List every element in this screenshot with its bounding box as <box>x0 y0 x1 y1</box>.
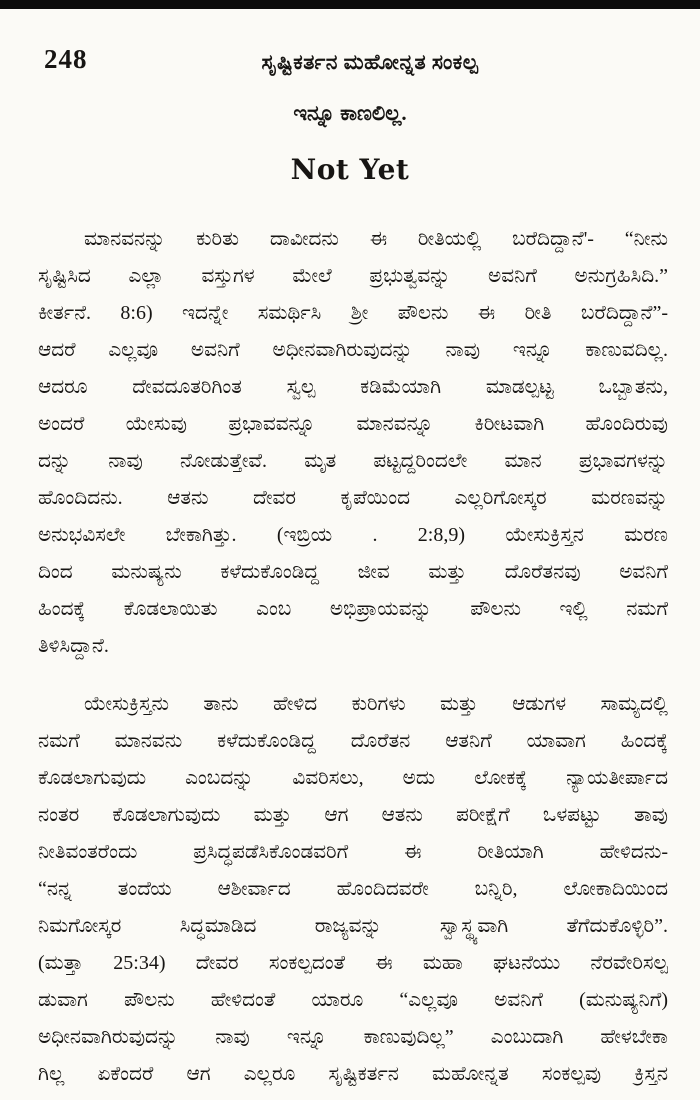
page-number: 248 <box>44 44 88 74</box>
text-line: ಹಿಂದಕ್ಕೆ ಕೊಡಲಾಯಿತು ಎಂಬ ಅಭಿಪ್ರಾಯವನ್ನು ಪೌಲನು ಇಲ್ಲಿ ನಮಗೆ <box>38 598 668 620</box>
text-line: ಸೃಷ್ಟಿಸಿದ ಎಲ್ಲಾ ವಸ್ತುಗಳ ಮೇಲೆ ಪ್ರಭುತ್ವವನ್ನು ಅವನಿಗೆ ಅನುಗ್ರಹಿಸಿದಿ.” <box>38 265 668 287</box>
body-text <box>38 221 668 1093</box>
text-line: ಅನುಭವಿಸಲೇ ಬೇಕಾಗಿತ್ತು. (ಇಬ್ರಿಯ . 2:8,9) ಯೇಸುಕ್ರಿಸ್ತನ ಮರಣ <box>38 524 668 546</box>
text-line: ಕೊಡಲಾಗುವುದು ಎಂಬದನ್ನು ವಿವರಿಸಲು, ಅದು ಲೋಕಕ್ಕೆ ನ್ಯಾಯತೀರ್ಪಾದ <box>38 767 668 789</box>
text-line: ದನ್ನು ನಾವು ನೋಡುತ್ತೇವೆ. ಮೃತ ಪಟ್ಟದ್ದರಿಂದಲೇ ಮಾನ ಪ್ರಭಾವಗಳನ್ನು <box>38 450 668 472</box>
text-line: ಮಾನವನನ್ನು ಕುರಿತು ದಾವೀದನು ಈ ರೀತಿಯಲ್ಲಿ ಬರೆದಿದ್ದಾನೆ'- “ನೀನು <box>84 228 668 250</box>
text-line: ನಮಗೆ ಮಾನವನು ಕಳೆದುಕೊಂಡಿದ್ದ ದೊರೆತನ ಆತನಿಗೆ ಯಾವಾಗ ಹಿಂದಕ್ಕೆ <box>38 730 668 752</box>
paragraph-2 <box>38 686 668 1093</box>
scan-edge-artifact <box>0 0 700 9</box>
chapter-subtitle: ಇನ್ನೂ ಕಾಣಲಿಲ್ಲ. <box>293 101 407 125</box>
text-line: ಅಂದರೆ ಯೇಸುವು ಪ್ರಭಾವವನ್ನೂ ಮಾನವನ್ನೂ ಕಿರೀಟವಾಗಿ ಹೊಂದಿರುವು <box>38 413 668 435</box>
text-line: ದಿಂದ ಮನುಷ್ಯನು ಕಳೆದುಕೊಂಡಿದ್ದ ಜೀವ ಮತ್ತು ದೊರೆತನವು ಅವನಿಗೆ <box>38 561 668 583</box>
text-line: ತಿಳಿಸಿದ್ದಾನೆ. <box>38 635 109 657</box>
text-line: ಆದರೆ ಎಲ್ಲವೂ ಅವನಿಗೆ ಅಧೀನವಾಗಿರುವುದನ್ನು ನಾವು ಇನ್ನೂ ಕಾಣುವದಿಲ್ಲ. <box>38 339 668 361</box>
text-line: ನಿಮಗೋಸ್ಕರ ಸಿದ್ಧಮಾಡಿದ ರಾಜ್ಯವನ್ನು ಸ್ವಾಸ್ಥ್ಯವಾಗಿ ತೆಗೆದುಕೊಳ್ಳಿರಿ”. <box>38 915 668 937</box>
text-line: ಯೇಸುಕ್ರಿಸ್ತನು ತಾನು ಹೇಳಿದ ಕುರಿಗಳು ಮತ್ತು ಆಡುಗಳ ಸಾಮ್ಯದಲ್ಲಿ <box>84 693 668 715</box>
running-header: ಸೃಷ್ಟಿಕರ್ತನ ಮಹೋನ್ನತ ಸಂಕಲ್ಪ <box>261 50 479 74</box>
text-line: ನೀತಿವಂತರೆಂದು ಪ್ರಸಿದ್ಧಪಡೆಸಿಕೊಂಡವರಿಗೆ ಈ ರೀತಿಯಾಗಿ ಹೇಳಿದನು- <box>38 841 668 863</box>
paragraph-1 <box>38 221 668 665</box>
text-line: ಹೊಂದಿದನು. ಆತನು ದೇವರ ಕೃಪೆಯಿಂದ ಎಲ್ಲರಿಗೋಸ್ಕರ ಮರಣವನ್ನು <box>38 487 668 509</box>
text-line: (ಮತ್ತಾ 25:34) ದೇವರ ಸಂಕಲ್ಪದಂತೆ ಈ ಮಹಾ ಘಟನೆಯು ನೆರವೇರಿಸಲ್ಪ <box>38 952 668 974</box>
text-line: ಡುವಾಗ ಪೌಲನು ಹೇಳಿದಂತೆ ಯಾರೂ “ಎಲ್ಲವೂ ಅವನಿಗೆ (ಮನುಷ್ಯನಿಗೆ) <box>38 989 668 1011</box>
text-line: ನಂತರ ಕೊಡಲಾಗುವುದು ಮತ್ತು ಆಗ ಆತನು ಪರೀಕ್ಷೆಗೆ ಒಳಪಟ್ಟು ತಾವು <box>38 804 668 826</box>
text-line: ಅಧೀನವಾಗಿರುವುದನ್ನು ನಾವು ಇನ್ನೂ ಕಾಣುವುದಿಲ್ಲ” ಎಂಬುದಾಗಿ ಹೇಳಬೇಕಾ <box>38 1026 668 1048</box>
text-line: “ನನ್ನ ತಂದೆಯ ಆಶೀರ್ವಾದ ಹೊಂದಿದವರೇ ಬನ್ನಿರಿ, ಲೋಕಾದಿಯಿಂದ <box>38 878 668 900</box>
text-line: ಗಿಲ್ಲ ಏಕೆಂದರೆ ಆಗ ಎಲ್ಲರೂ ಸೃಷ್ಟಿಕರ್ತನ ಮಹೋನ್ನತ ಸಂಕಲ್ಪವು ಕ್ರಿಸ್ತನ <box>38 1063 668 1085</box>
chapter-title: Not Yet <box>290 153 410 186</box>
text-line: ಕೀರ್ತನೆ. 8:6) ಇದನ್ನೇ ಸಮರ್ಥಿಸಿ ಶ್ರೀ ಪೌಲನು ಈ ರೀತಿ ಬರೆದಿದ್ದಾನೆ”- <box>38 302 668 324</box>
text-line: ಆದರೂ ದೇವದೂತರಿಗಿಂತ ಸ್ವಲ್ಪ ಕಡಿಮೆಯಾಗಿ ಮಾಡಲ್ಪಟ್ಟ ಒಬ್ಬಾತನು, <box>38 376 668 398</box>
